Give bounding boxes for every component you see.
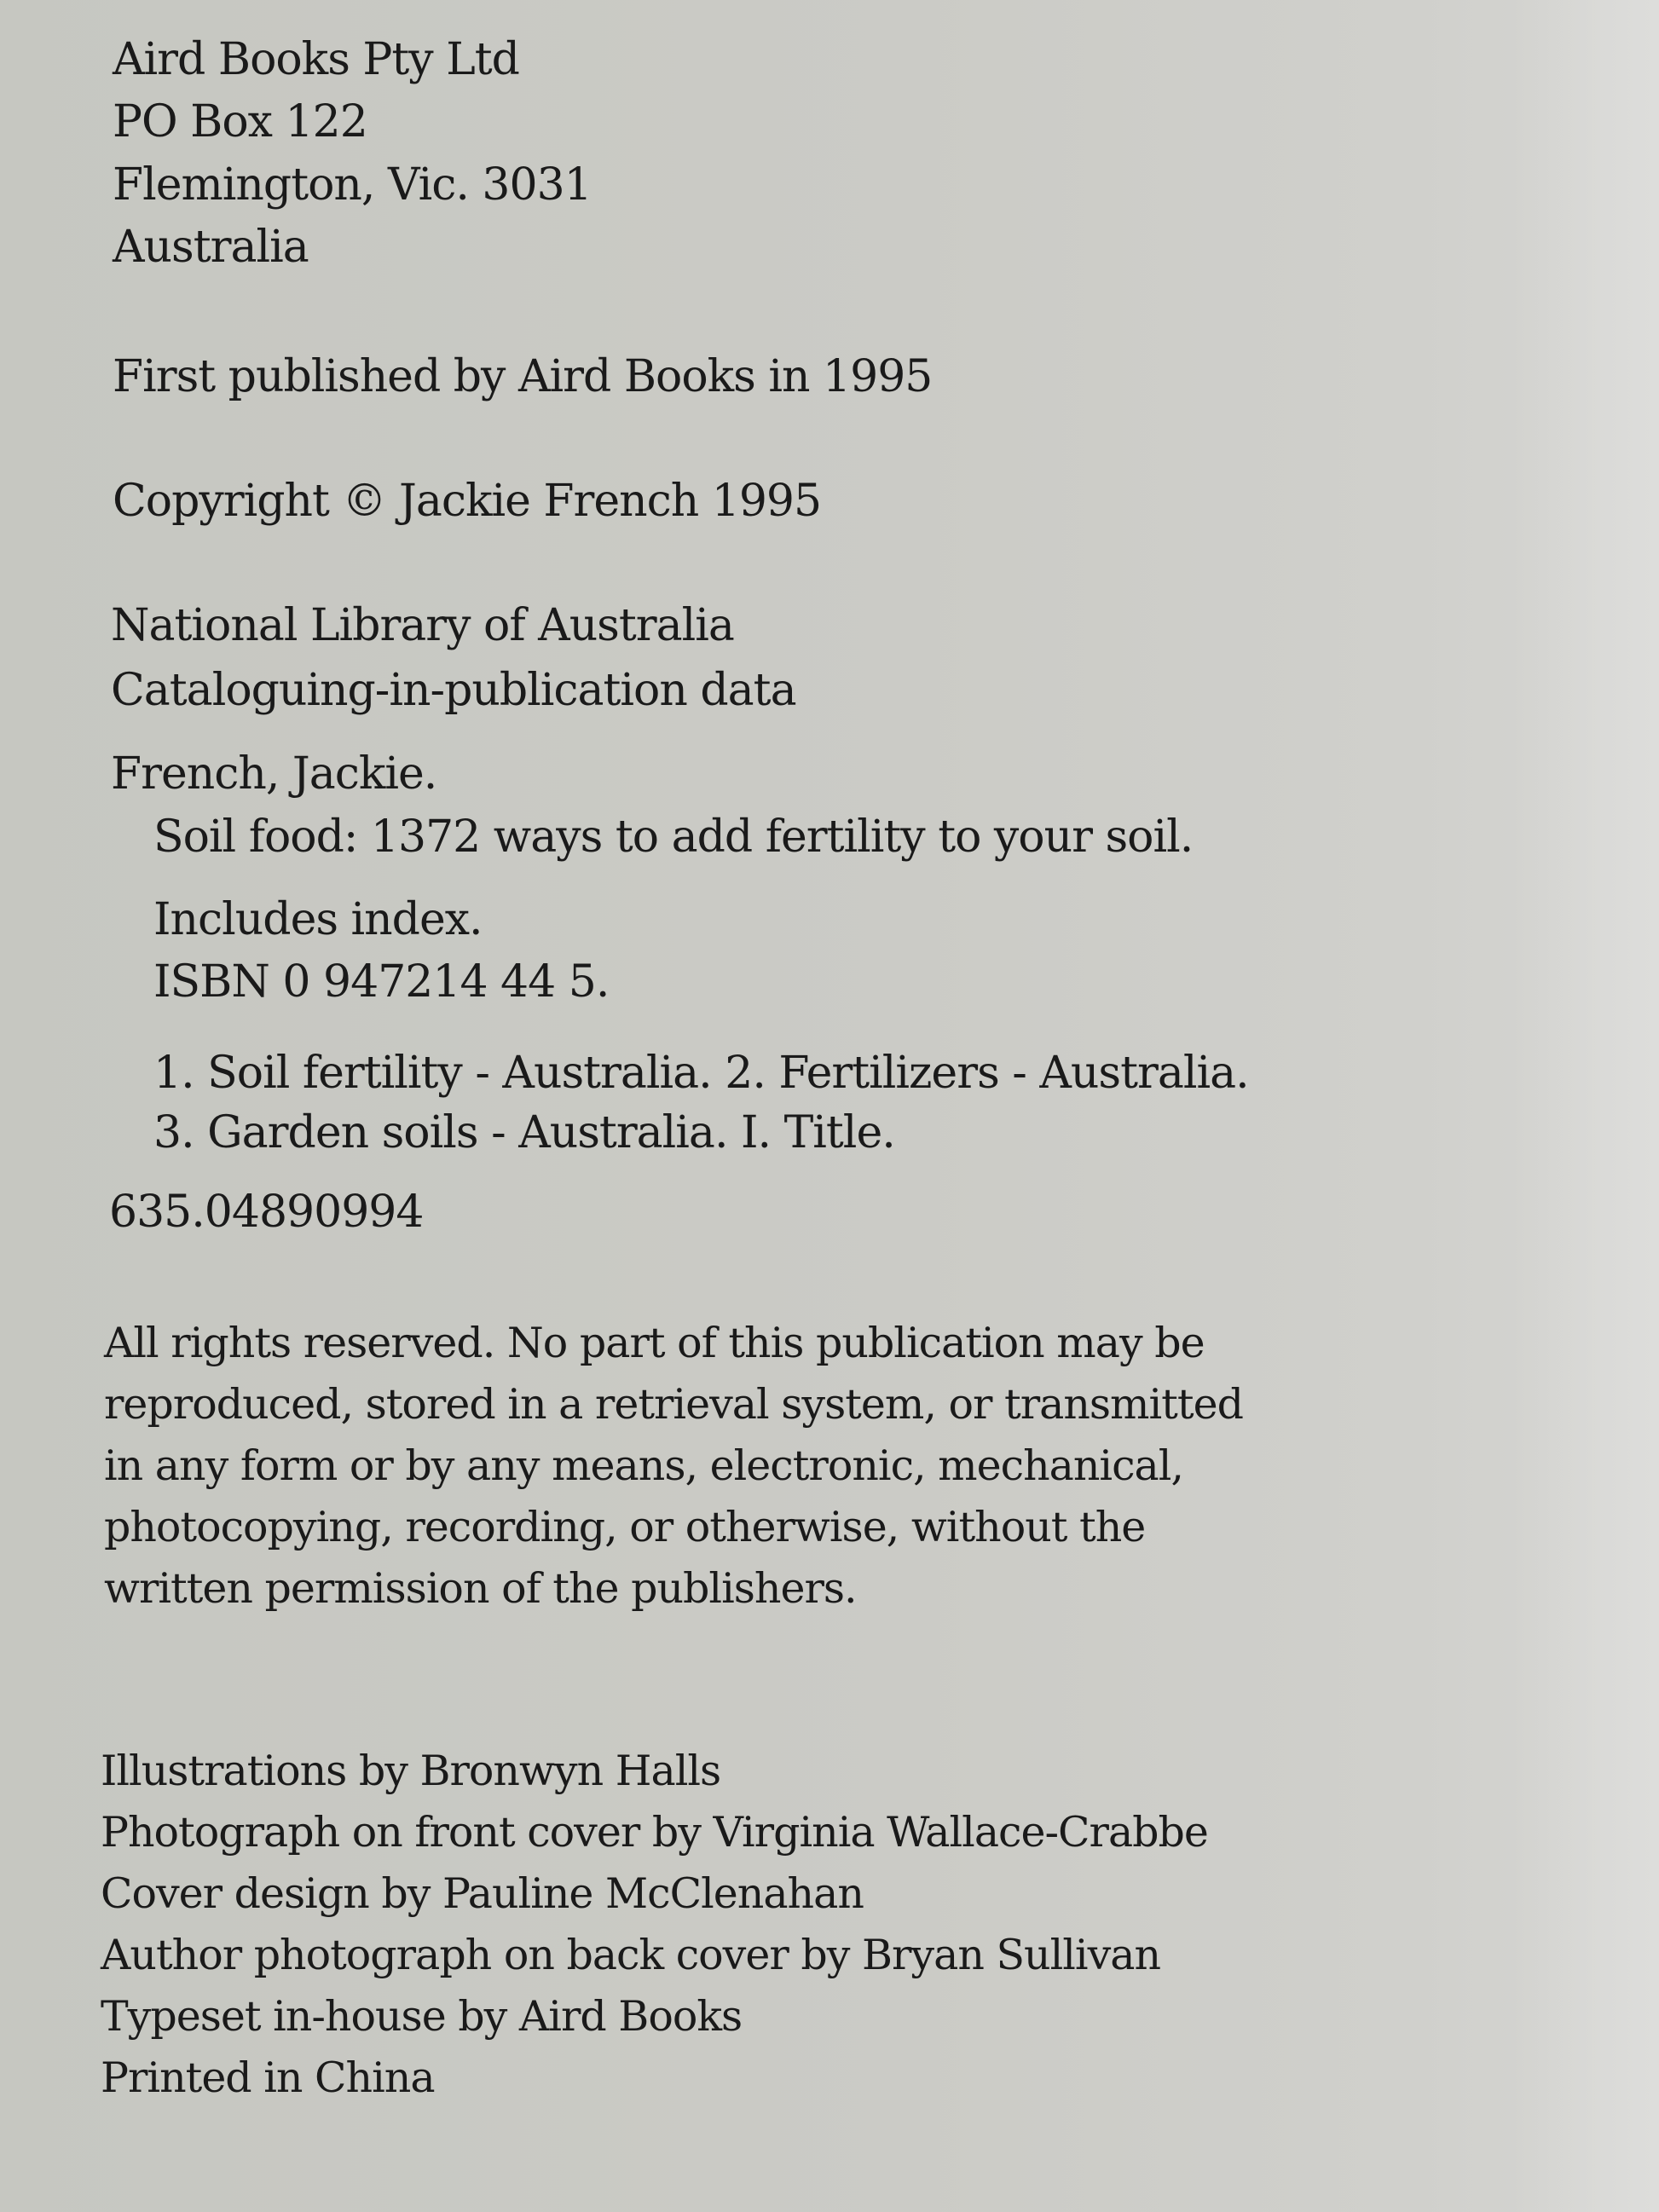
credit-typeset: Typeset in-house by Aird Books [101, 1992, 743, 2041]
cip-author: French, Jackie. [111, 748, 437, 800]
credit-front-cover-photo: Photograph on front cover by Virginia Wallace-Crabbe [101, 1808, 1208, 1857]
publisher-country: Australia [113, 222, 309, 273]
credit-cover-design: Cover design by Pauline McClenahan [101, 1869, 864, 1918]
cip-subjects-2: 3. Garden soils - Australia. I. Title. [153, 1107, 895, 1158]
copyright-line: Copyright © Jackie French 1995 [113, 476, 822, 527]
cip-isbn: ISBN 0 947214 44 5. [153, 956, 610, 1008]
cip-subjects-1: 1. Soil fertility - Australia. 2. Fertilizers - Australia. [153, 1048, 1249, 1099]
cip-heading-library: National Library of Australia [111, 600, 734, 651]
cip-classification: 635.04890994 [109, 1187, 424, 1238]
credit-author-photo: Author photograph on back cover by Bryan Sullivan [101, 1931, 1161, 1979]
credit-printed: Printed in China [101, 2053, 435, 2102]
publisher-city: Flemington, Vic. 3031 [113, 159, 592, 211]
first-published: First published by Aird Books in 1995 [113, 351, 933, 402]
rights-line: written permission of the publishers. [104, 1564, 857, 1613]
credit-illustrations: Illustrations by Bronwyn Halls [101, 1747, 721, 1795]
rights-line: in any form or by any means, electronic, mechanical, [104, 1441, 1183, 1490]
rights-statement [104, 1313, 1243, 1620]
cip-title: Soil food: 1372 ways to add fertility to your soil. [153, 811, 1194, 863]
rights-line: photocopying, recording, or otherwise, without the [104, 1503, 1146, 1551]
rights-line: reproduced, stored in a retrieval system, or transmitted [104, 1380, 1243, 1429]
cip-includes: Includes index. [153, 894, 483, 945]
credits [101, 1741, 1208, 2109]
cip-heading-data: Cataloguing-in-publication data [111, 665, 796, 716]
rights-line: All rights reserved. No part of this publication may be [104, 1319, 1205, 1367]
page-edge-shadow [1514, 0, 1659, 2212]
publisher-name: Aird Books Pty Ltd [113, 34, 519, 85]
publisher-po-box: PO Box 122 [113, 96, 367, 147]
